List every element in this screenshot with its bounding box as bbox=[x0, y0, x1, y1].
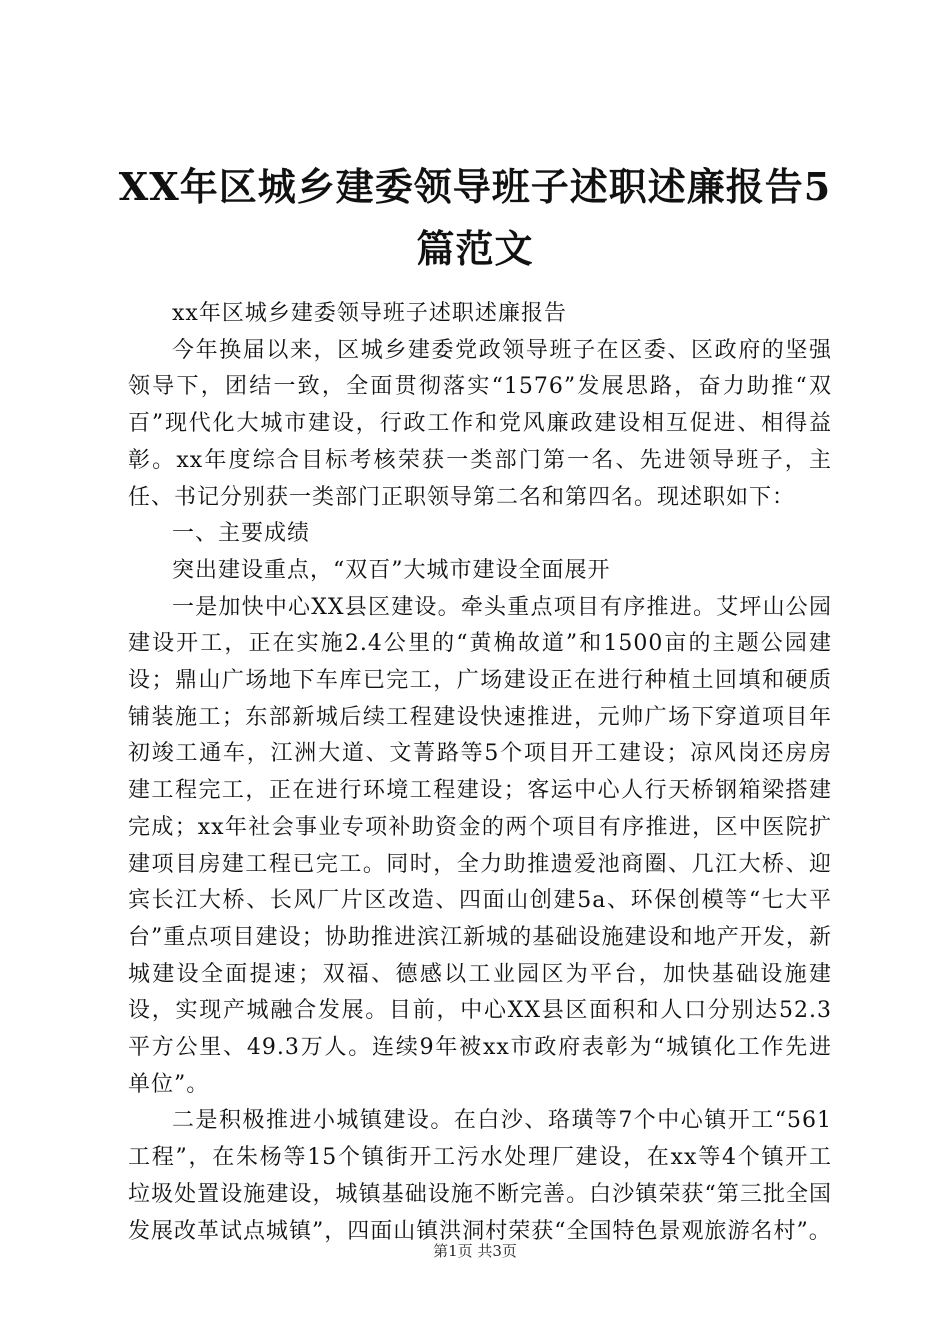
page-footer: 第1页 共3页 bbox=[433, 1242, 517, 1260]
subsection-heading: 突出建设重点，“双百”大城市建设全面展开 bbox=[172, 557, 611, 583]
body-paragraph: 二是积极推进小城镇建设。在白沙、珞璜等7个中心镇开工“561工程”，在朱杨等15个镇街开工污水处理厂建设，在xx等4个镇开工垃圾处置设施建设，城镇基础设施不断完善。白沙镇荣获“第三批全国发展改革试点城镇”，四面山镇洪洞村荣获“全国特色景观旅游名村”。 bbox=[128, 1108, 832, 1244]
document-body bbox=[128, 296, 832, 1250]
document-title: XX年区城乡建委领导班子述职述廉报告5篇范文 bbox=[118, 164, 832, 271]
intro-paragraph: 今年换届以来，区城乡建委党政领导班子在区委、区政府的坚强领导下，团结一致，全面贯彻落实“1576”发展思路，奋力助推“双百”现代化大城市建设，行政工作和党风廉政建设相互促进、相得益彰。xx年度综合目标考核荣获一类部门第一名、先进领导班子，主任、书记分别获一类部门正职领导第二名和第四名。现述职如下： bbox=[128, 337, 832, 510]
body-paragraph: 一是加快中心XX县区建设。牵头重点项目有序推进。艾坪山公园建设开工，正在实施2.4公里的“黄桷故道”和1500亩的主题公园建设；鼎山广场地下车库已完工，广场建设正在进行种植土回填和硬质铺装施工；东部新城后续工程建设快速推进，元帅广场下穿道项目年初竣工通车，江洲大道、文菁路等5个项目开工建设；凉风岗还房房建工程完工，正在进行环境工程建设；客运中心人行天桥钢箱梁搭建完成；xx年社会事业专项补助资金的两个项目有序推进，区中医院扩建项目房建工程已完工。同时，全力助推遗爱池商圈、几江大桥、迎宾长江大桥、长风厂片区改造、四面山创建5a、环保创模等“七大平台”重点项目建设；协助推进滨江新城的基础设施建设和地产开发，新城建设全面提速；双福、德感以工业园区为平台，加快基础设施建设，实现产城融合发展。目前，中心XX县区面积和人口分别达52.3平方公里、49.3万人。连续9年被xx市政府表彰为“城镇化工作先进单位”。 bbox=[128, 594, 832, 1097]
section-heading-achievements: 一、主要成绩 bbox=[172, 521, 311, 547]
report-subtitle: xx年区城乡建委领导班子述职述廉报告 bbox=[172, 301, 567, 326]
